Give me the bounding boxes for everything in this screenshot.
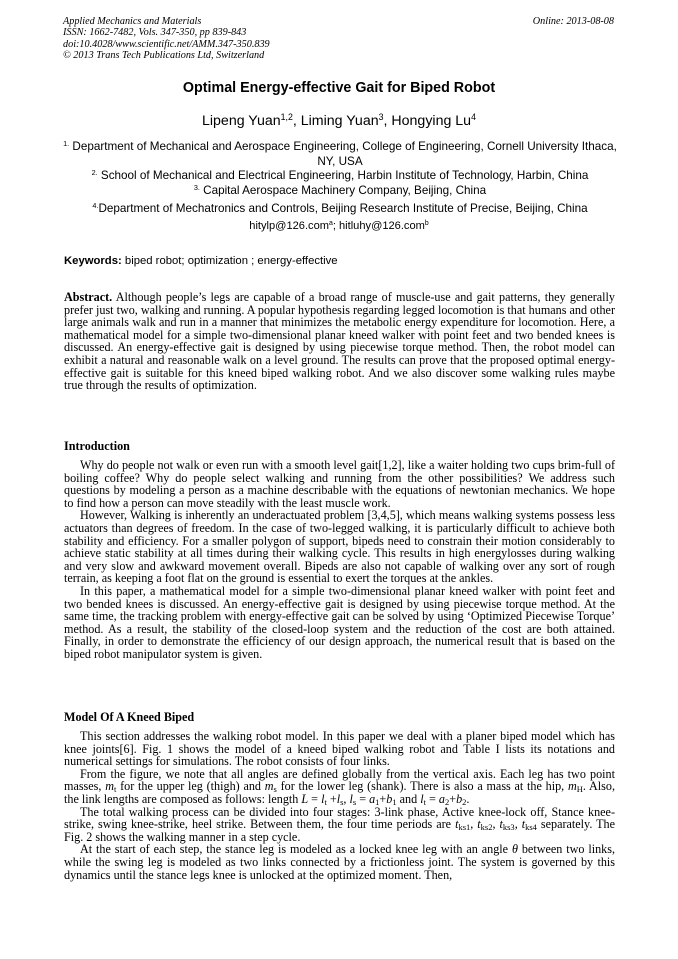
online-date: Online: 2013-08-08 [532, 16, 614, 27]
paragraph: From the figure, we note that all angles are defined globally from the vertical axis. Each leg has two point masses, $m_t$ for the upper leg (thigh) and $m_s$ for the lower leg (shank). There is also a mass at the hip, $m_H$. Also, the link lengths are composed as follows: length $L = l_t +l_s$, $l_s = a_1+b_1$ and $l_t = a_2+b_2$. [64, 766, 615, 808]
email-line: hitylp@126.com$^a$; hitluhy@126.com$^b$ [249, 220, 429, 232]
affiliation-mark: 1. [63, 139, 70, 149]
affiliation-3 [60, 183, 620, 198]
paragraph: The total walking process can be divided into four stages: 3-link phase, Active knee-lock off, Stance knee-strike, swing knee-strike, heel strike. Between them, the four time periods are $t_{ks1}$, $t_{ks2}$, $t_{ks3}$, $t_{ks4}$ separately. The Fig. 2 shows the walking manner in a step cycle. [64, 804, 615, 844]
email-address: hitylp@126.com [249, 220, 329, 232]
author-name: Lipeng Yuan [202, 113, 281, 129]
affiliation-text: Capital Aerospace Machinery Company, Beijing, China [203, 184, 487, 197]
keywords-text: biped robot; optimization ; energy-effective [124, 255, 338, 267]
author-affiliation-mark: 4 [471, 112, 476, 123]
email-address: hitluhy@126.com [339, 220, 425, 232]
affiliation-mark: 2. [91, 168, 98, 178]
copyright-line: © 2013 Trans Tech Publications Ltd, Switzerland [63, 50, 265, 62]
issn-line: ISSN: 1662-7482, Vols. 347-350, pp 839-843 [63, 27, 247, 39]
abstract-label: Abstract. [64, 290, 113, 304]
affiliation-text: School of Mechanical and Electrical Engineering, Harbin Institute of Technology, Harbin, China [100, 169, 589, 182]
section-heading-model: Model Of A Kneed Biped [64, 710, 195, 724]
paragraph: However, Walking is inherently an underactuated problem [3,4,5], which means walking systems possess less actuators than degrees of freedom. In the case of two-legged walking, it is particularly difficult to achieve both stability and efficiency. For a smaller polygon of support, bipeds need to constrain their motion considerably to achieve static stability at all times during their walking cycle. This results in high energylosses during walking and very slow and awkward movement overall. Bipeds are also not capable of walking over any sort of rough terrain, as keeping a foot flat on the ground is essential to exert the torques at the ankles. [64, 508, 615, 586]
affiliation-text: Department of Mechatronics and Controls, Beijing Research Institute of Precise, Beijing, China [98, 202, 588, 215]
paragraph: At the start of each step, the stance leg is modeled as a locked knee leg with an angle θ between two links, while the swing leg is modeled as two links connected by a frictionless joint. The system is governed by this dynamics until the stance legs knee is unlocked at the optimized moment. Then, [64, 842, 615, 882]
doi-line: doi:10.4028/www.scientific.net/AMM.347-350.839 [63, 38, 270, 50]
affiliation-4 [30, 201, 650, 216]
author-name: Liming Yuan [300, 113, 379, 129]
keywords [64, 255, 338, 267]
paragraph: Why do people not walk or even run with a smooth level gait[1,2], like a waiter holding two cups brim-full of boiling coffee? Why do people select walking and running from the other possibilities? We address such questions by modeling a person as a machine describable with the equations of newtonian mechanics. We hope to find how a person can move steadily with the least muscle work. [64, 458, 615, 510]
paragraph: This section addresses the walking robot model. In this paper we deal with a planer biped model which has knee joints[6]. Fig. 1 shows the model of a kneed biped walking robot and Table I lists its notations and numerical settings for simulations. The robot consists of four links. [64, 729, 615, 769]
author-affiliation-mark: 3 [378, 112, 384, 123]
abstract [64, 291, 615, 392]
abstract-text: Although people’s legs are capable of a broad range of muscle-use and gait patterns, they generally prefer just two, walking and running. A popular hypothesis regarding legged locomotion is that humans and other large animals walk and run in a manner that minimizes the metabolic energy expenditure for locomotion. Here, a mathematical model for a simple two-dimensional planar kneed walker with point feet and two bended knees is discussed. An energy-effective gait is designed by using piecewise torque method. Then, the robot model can exhibit a natural and reasonable walk on a level ground. The results can prove that the proposed optimal energy-effective gait is suitable for this kneed biped walking robot. And we also discover some walking rules maybe true through the results of optimization. [64, 290, 615, 393]
journal-header [63, 16, 270, 62]
journal-name: Applied Mechanics and Materials [63, 16, 202, 27]
email-mark: a [329, 220, 333, 228]
keywords-label: Keywords: [64, 255, 122, 267]
section-heading-introduction: Introduction [64, 439, 130, 453]
paper-title: Optimal Energy-effective Gait for Biped Robot [182, 80, 496, 96]
paragraph: In this paper, a mathematical model for a simple two-dimensional planar kneed walker with point feet and two bended knees is discussed. An energy-effective gait is designed by using piecewise torque method. At the same time, the tracking problem with energy-effective gait can be solved by using ‘Optimized Piecewise Torque’ method. As a result, the stability of the closed-loop system and the reduction of the cost are both attained. Finally, in order to demonstrate the efficiency of our design approach, the numerical result that is based on the biped robot manipulator system is given. [64, 583, 615, 661]
affiliation-1 [60, 139, 620, 169]
author-name: Hongying Lu [391, 113, 472, 129]
introduction-body [64, 459, 615, 661]
affiliation-mark: 4. [92, 201, 99, 211]
model-body [64, 730, 615, 881]
email-mark: b [424, 220, 429, 228]
author-list: Lipeng Yuan$^{1,2}$, Liming Yuan$^3$, Hongying Lu$^4$ [202, 112, 476, 129]
affiliation-mark: 3. [193, 183, 200, 193]
affiliation-2 [30, 168, 650, 183]
author-affiliation-mark: 1,2 [280, 112, 293, 123]
affiliation-text: Department of Mechanical and Aerospace Engineering, College of Engineering, Cornell University Ithaca, NY, USA [72, 140, 617, 168]
